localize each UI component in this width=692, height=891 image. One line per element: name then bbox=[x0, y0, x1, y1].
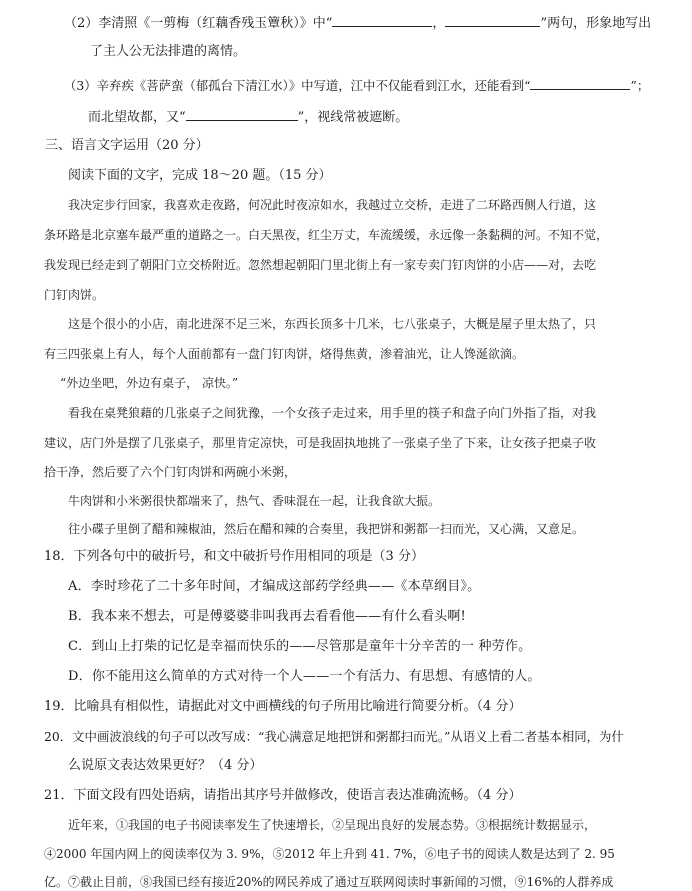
passage-p1-line3: 我发现已经走到了朝阳门立交桥附近。忽然想起朝阳门里北街上有一家专卖门钉肉饼的小店——对，去吃 bbox=[44, 258, 597, 272]
question-21: 21．下面文段有四处语病，请指出其序号并做修改，使语言表达准确流畅。（4 分） bbox=[44, 788, 522, 803]
question-21-text-line2: ④2000 年国内网上的阅读率仅为 3. 9%，⑤2012 年上升到 41. 7%，⑥电子书的阅读人数是达到了 2. 95 bbox=[44, 847, 615, 861]
passage-p4-line1: 看我在桌凳狼藉的几张桌子之间犹豫，一个女孩子走过来，用手里的筷子和盘子向门外指了指，对我 bbox=[68, 406, 597, 420]
passage-p6: 往小碟子里倒了醋和辣椒油，然后在醋和辣的合奏里，我把饼和粥都一扫而光，又心满，又意足。 bbox=[68, 522, 585, 536]
passage-p2-line2: 有三四张桌上有人，每个人面前都有一盘门钉肉饼，烙得焦黄，渗着油光，让人馋涎欲滴。 bbox=[44, 347, 525, 361]
question-20-line2: 么说原文表达效果更好？（4 分） bbox=[68, 758, 263, 773]
passage-p1-line2: 条环路是北京塞车最严重的道路之一。白天黑夜，红尘万丈，车流缓缓，永远像一条黏稠的河。不知不觉， bbox=[44, 228, 609, 242]
question-18-option-a[interactable]: A．李时珍花了二十多年时间，才编成这部药学经典——《本草纲目》。 bbox=[68, 579, 481, 594]
question-18-option-d[interactable]: D．你不能用这么简单的方式对待一个人——一个有活力、有思想、有感情的人。 bbox=[68, 669, 541, 684]
poetry-q3-text-a2: 而北望故都，又“ bbox=[88, 110, 186, 125]
question-21-text-line3: 亿。⑦截止目前，⑧我国已经有接近20%的网民养成了通过互联网阅读时事新闻的习惯，⑨16%的人群养成 bbox=[44, 875, 614, 889]
answer-blank[interactable] bbox=[530, 76, 630, 90]
passage-p1-line1: 我决定步行回家，我喜欢走夜路，何况此时夜凉如水，我越过立交桥，走进了二环路西侧人行道，这 bbox=[68, 198, 597, 212]
question-19: 19．比喻具有相似性，请据此对文中画横线的句子所用比喻进行简要分析。（4 分） bbox=[44, 699, 522, 714]
section-heading: 三、语言文字运用（20 分） bbox=[45, 138, 209, 153]
question-18-option-b[interactable]: B．我本来不想去，可是傅婆婆非叫我再去看看他——有什么看头啊! bbox=[68, 609, 466, 624]
question-20-line1: 20．文中画波浪线的句子可以改写成：“我心满意足地把饼和粥都扫而光。”从语义上看二者基本相同，为什 bbox=[44, 729, 624, 744]
poetry-q3-text-b: ”； bbox=[630, 78, 650, 93]
answer-blank[interactable] bbox=[445, 13, 540, 27]
section-intro: 阅读下面的文字，完成 18～20 题。（15 分） bbox=[68, 168, 332, 183]
poetry-q2-line1 bbox=[64, 13, 651, 33]
passage-p4-line3: 拾干净，然后要了六个门钉肉饼和两碗小米粥， bbox=[44, 465, 297, 479]
question-18: 18．下列各句中的破折号，和文中破折号作用相同的项是（3 分） bbox=[44, 549, 424, 564]
question-21-text-line1: 近年来，①我国的电子书阅读率发生了快速增长，②呈现出良好的发展态势。③根据统计数据显示， bbox=[68, 818, 597, 832]
passage-p3: “外边坐吧，外边有桌子， 凉快。” bbox=[60, 376, 239, 390]
answer-blank[interactable] bbox=[332, 13, 432, 27]
poetry-q2-text-a: （2）李清照《一剪梅（红藕香残玉簟秋）》中“ bbox=[64, 16, 333, 31]
poetry-q2-line2: 了主人公无法排遣的离情。 bbox=[90, 44, 247, 59]
passage-p1-line4: 门钉肉饼。 bbox=[44, 288, 105, 302]
poetry-q3-line2 bbox=[88, 107, 408, 127]
poetry-q3-text-b2: ”，视线常被遮断。 bbox=[297, 110, 409, 125]
passage-p4-line2: 建议，店门外是摆了几张桌子，那里肯定凉快，可是我固执地挑了一张桌子坐了下来，让女孩子把桌子收 bbox=[44, 436, 597, 450]
answer-blank[interactable] bbox=[186, 107, 298, 121]
poetry-q2-separator: ， bbox=[432, 16, 446, 31]
passage-p5: 牛肉饼和小米粥很快都端来了，热气、香味混在一起，让我食欲大振。 bbox=[68, 494, 441, 508]
poetry-q3-text-a: （3）辛弃疾《菩萨蛮（郁孤台下清江水）》中写道，江中不仅能看到江水，还能看到“ bbox=[64, 78, 531, 93]
passage-p2-line1: 这是个很小的小店，南北进深不足三米，东西长顶多十几米，七八张桌子，大概是屋子里太热了，只 bbox=[68, 317, 597, 331]
question-18-option-c[interactable]: C．到山上打柴的记忆是幸福而快乐的——尽管那是童年十分辛苦的一 种劳作。 bbox=[68, 639, 532, 654]
poetry-q2-text-b: ”两句，形象地写出 bbox=[540, 16, 652, 31]
poetry-q3-line1 bbox=[64, 76, 649, 95]
